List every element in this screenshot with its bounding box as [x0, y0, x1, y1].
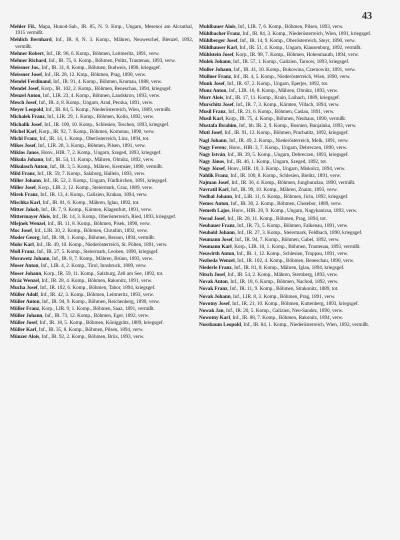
entry-name: Muhlbauer Alois [199, 24, 236, 30]
entry-name: Mustafa Ibrahim [199, 123, 237, 130]
list-entry: Mehlich Bernhard, Inf., IR. 8, N. 3. Komp., Mähren, Neuweschel, Blenzel, 1892, vermißt. [10, 37, 193, 50]
entry-details: Korp., IR. 92, 7. Komp., Böhmen, Komotau, 1890, verw. [38, 128, 155, 135]
list-entry: Muhlbauer Alois, Inf., LIR. 7, 6. Komp., Böhmen, Pilsen, 1893, verw. [199, 24, 344, 30]
entry-name: Michel Karl [10, 128, 37, 135]
list-entry: Mullner Franz, Inf., IR. 4, 5. Komp., Niederösterreich, Wien, 1890, verw. [199, 73, 351, 80]
entry-name: Musil Franz [199, 109, 226, 116]
entry-name: Mitter Jakob [10, 206, 39, 213]
list-entry: Nussbaum Leopold, Inf., IR. 84, 1. Komp., Niederösterreich, Wien, 1892, vermißt. [199, 321, 370, 328]
list-entry: Morawetz Johann, Inf., IR. 8, 7. Komp., Mähren, Brünn, 1893, verw. [10, 256, 154, 263]
list-entry: Michl Franz, Inf., IR. 14, 1. Komp., Oberösterreich, Linz, 1894, tot. [10, 135, 150, 142]
entry-name: Mikulasch Anton [10, 164, 48, 171]
entry-details: Inf., IR. 91, 12. Komp., Böhmen, Prachatitz, 1892, kriegsgef. [224, 130, 349, 137]
entry-name: Mlejnek Wenzel [10, 220, 46, 227]
entry-name: Menzel Anton [10, 93, 41, 100]
entry-name: Mühlhauser Karl [199, 45, 237, 52]
entry-name: Müller Josef [10, 320, 38, 327]
list-entry: Meyer Leopold, Inf., IR. 84, 5. Komp., Niederösterreich, Wien, 1889, vermißt. [10, 107, 172, 114]
entry-name: Meissner Josef [10, 71, 42, 78]
entry-details: Inf., IR. 49, 10. Komp., Niederösterreich, St. Pölten, 1891, verw. [36, 242, 168, 249]
entry-details: Inf., IR. 100, 8. Komp., Schlesien, Bielitz, 1891, verw. [230, 172, 341, 179]
list-entry: Novotny Josef, Inf., IR. 21, 10. Komp., Böhmen, Kuttenberg, 1893, kriegsgef. [199, 300, 359, 307]
entry-details: Inf., IR. 67, 2. Komp., Ungarn, Eperjes, 1892, tot. [227, 80, 329, 87]
entry-name: Mutl Josef [199, 130, 222, 137]
entry-details: Inf., IR. 7, 9. Komp., Kärnten, Klagenfurt, 1891, verw. [41, 206, 152, 213]
entry-details: Inf., IR. 14, 3. Komp., Oberösterreich, Ried, 1893, kriegsgef. [52, 213, 177, 220]
list-entry: Moc Josef, Inf., LIR. 30, 2. Komp., Böhmen, Chrudim, 1892, verw. [10, 227, 148, 234]
list-entry: Nowak Jan, Inf., IR. 20, 5. Komp., Galizien, Neu-Sandez, 1890, verw. [199, 307, 344, 314]
list-entry: Mühlstein Josef, Korp., IR. 98, 7. Komp., Böhmen, Hohenmauth, 1894, verw. [199, 52, 360, 59]
entry-details: Inf., LIR. 4, 2. Komp., Tirol, Innsbruck, 1889, verw. [40, 263, 147, 270]
entry-name: Mühlbacher Franz [199, 31, 241, 38]
entry-details: Inf., LIR. 23, 4. Komp., Böhmen, Landskron, 1893, verw. [42, 93, 161, 100]
entry-name: Moc Josef [10, 227, 32, 234]
list-entry: Neuhold Johann, Inf., IR. 27, 3. Komp., Steiermark, Feldbach, 1890, kriegsgef. [199, 229, 363, 236]
entry-details: Inf., IR. 75, 6. Komp., Böhmen, Politz, Trautenau, 1893, verw. [48, 57, 176, 64]
page-number: 43 [362, 11, 372, 22]
entry-details: Inf., IR. 81, 6. Komp., Mähren, Iglau, 1892, tot. [42, 199, 140, 206]
entry-details: Inf., IR. 84, 3. Komp., Niederösterreich, Wien, 1891, kriegsgef. [242, 31, 372, 38]
entry-details: Inf., IR. 81, 8. Komp., Mähren, Iglau, 1894, kriegsgef. [234, 265, 345, 272]
entry-details: Inf., IR. 35, 8. Komp., Böhmen, Pilsen, 1894, verw. [38, 327, 144, 334]
entry-details: Inf., IR. 18, 5. Komp., Böhmen, Königgrätz, 1889, kriegsgef. [39, 320, 164, 327]
entry-details: Inf., IR. 49, 2. Komp., Niederösterreich, Melk, 1891, verw. [229, 137, 349, 144]
entry-details: Inf., IR. 102, 6. Komp., Böhmen, Tabor, 1894, kriegsgef. [40, 284, 156, 291]
entry-name: Najman Josef [199, 180, 229, 187]
entry-details: Inf., IR. 3, 5. Komp., Mähren, Kremsier, 1890, vermißt. [49, 164, 163, 171]
entry-details: Inf., IR. 13, 4. Komp., Galizien, Krakau, 1894, verw. [40, 192, 148, 199]
entry-details: Inf., IR. 42, 3. Komp., Böhmen, Leitmeritz, 1893, verw. [40, 291, 154, 298]
list-entry: Niederle Franz, Inf., IR. 81, 8. Komp., Mähren, Iglau, 1894, kriegsgef. [199, 265, 345, 272]
entry-details: Inf., IR. 28, 4. Komp., Böhmen, Rakonitz, 1891, verw. [41, 277, 153, 284]
entry-name: Novak Johann [199, 293, 231, 300]
entry-details: Inf., IR. 17, 11. Komp., Krain, Laibach, 1889, kriegsgef. [225, 94, 340, 101]
list-entry: Nagy Ferenc, Honv., HIR. 3, 7. Komp., Ungarn, Debreczen, 1890, verw. [199, 144, 348, 151]
list-entry: Moder Georg, Inf., IR. 88, 1. Komp., Böhmen, Beraun, 1894, vermißt. [10, 235, 155, 242]
list-entry: Mittermayer Alois, Inf., IR. 14, 3. Komp., Oberösterreich, Ried, 1893, kriegsgef. [10, 213, 177, 220]
entry-details: Inf., IR. 7, 3. Komp., Kärnten, Villach, 1894, verw. [236, 102, 340, 109]
entry-name: Neuhold Johann [199, 229, 235, 236]
entry-details: Inf., IR. 46, 1. Komp., Ungarn, Szeged, 1892, tot. [226, 158, 328, 165]
entry-name: Müller Adolf [10, 291, 38, 298]
entry-details: Korp., LIR. 10, 1. Komp., Böhmen, Trautenau, 1893, vermißt. [234, 243, 361, 250]
list-entry: Najman Josef, Inf., IR. 36, 4. Komp., Böhmen, Jungbunzlau, 1890, vermißt. [199, 180, 356, 187]
list-entry: Miklos Janos, Honv., HIR. 7, 2. Komp., Ungarn, Szeged, 1893, kriegsgef. [10, 149, 162, 156]
entry-details: Inf., IR. 98, 6. Komp., Böhmen, Leitmeritz, 1891, verw. [46, 50, 160, 57]
entry-name: Mendel Ferdinand [10, 78, 51, 85]
entry-name: Mohr Karl [10, 242, 34, 249]
list-entry: Moll Franz, Inf., IR. 27, 5. Komp., Steiermark, Leoben, 1890, kriegsgef. [10, 249, 159, 256]
list-entry: Mutl Josef, Inf., IR. 91, 12. Komp., Böhmen, Prachatitz, 1892, kriegsgef. [199, 130, 349, 137]
entry-name: Nowak Jan [199, 307, 224, 314]
entry-name: Miller Johann [10, 178, 41, 185]
entry-name: Michalek Franz [10, 114, 45, 121]
entry-name: Meissner Jos. [10, 64, 40, 71]
list-entry: Neuwirth Anton, Inf., IR. 1, 12. Komp., Schlesien, Troppau, 1891, verw. [199, 251, 349, 257]
entry-name: Miller Josef [10, 185, 36, 192]
list-entry: Mild Franz, Inf., IR. 59, 7. Komp., Salzburg, Hallein, 1893, verw. [10, 171, 146, 178]
entry-details: Mapa, Hunod-Sab., IR. 85, N. 9. Kmp., Ungarn, Mesenoi am Alcsuthal, 1915 vermißt. [15, 24, 193, 37]
list-entry: Menzel Anton, Inf., LIR. 23, 4. Komp., Böhmen, Landskron, 1893, verw. [10, 93, 161, 100]
entry-name: Nowotny Karl [199, 314, 230, 321]
list-entry: Mendel Ferdinand, Inf., IR. 91, 4. Komp., Böhmen, Krumau, 1888, verw. [10, 78, 163, 85]
list-entry: Müller Karl, Inf., IR. 35, 8. Komp., Böhmen, Pilsen, 1894, verw. [10, 327, 144, 334]
entry-name: Mittermayer Alois [10, 213, 50, 220]
entry-name: Mendel Josef [10, 86, 39, 93]
entry-name: Morawetz Johann [10, 256, 50, 263]
entry-name: Mráz Wenzel [10, 277, 39, 284]
list-entry: Meissner Jos., Inf., IR. 31, 8. Komp., Böhmen, Budweis, 1890, kriegsgef. [10, 64, 161, 71]
entry-name: Müller Anton [10, 298, 40, 305]
entry-name: Müller Johann [10, 313, 43, 320]
list-entry: Müller Anton, Inf., IR. 94, 9. Komp., Böhmen, Reichenberg, 1890, verw. [10, 298, 160, 305]
entry-name: Nitsch Josef [199, 272, 226, 279]
entry-details: Inf., IR. 11, 9. Komp., Böhmen, Strakonitz, 1889, tot. [229, 286, 339, 293]
list-entry: Mirek Franz, Inf., IR. 13, 4. Komp., Galizien, Krakau, 1894, verw. [10, 192, 148, 199]
list-entry: Müller Franz, Korp., LIR. 9, 1. Komp., Böhmen, Saaz, 1891, vermißt. [10, 305, 155, 312]
entry-details: Inf., IR. 4, 8. Komp., Ungarn, Arad, Pecska, 1891, verw. [38, 100, 154, 107]
entry-name: Mehner Richard [10, 57, 47, 64]
entry-details: Inf., LIR. 11, 6. Komp., Böhmen, Jicin, 1892, kriegsgef. [234, 194, 349, 201]
entry-name: Moser Anton [10, 263, 39, 270]
entry-details: Inf., IR. 8, N. 3. Komp., Mähren, Neuweschel, Blenzel, 1892, vermißt. [15, 37, 193, 50]
entry-name: Mirek Franz [10, 192, 38, 199]
entry-details: Inf., IR. 41, 10. Komp., Bukowina, Czernowitz, 1891, verw. [233, 66, 356, 73]
list-entry: Mühlberger Josef, Inf., IR. 14, 9. Komp., Oberösterreich, Steyr, 1890, verw. [199, 38, 356, 45]
list-entry: Nagy János, Inf., IR. 46, 1. Komp., Ungarn, Szeged, 1892, tot. [199, 158, 328, 165]
list-entry: Munz Anton, Inf., LIR. 16, 8. Komp., Mähren, Olmütz, 1893, verw. [199, 87, 339, 94]
entry-name: Mikula Johann [10, 157, 44, 163]
entry-name: Mikes Josef [10, 142, 36, 149]
entry-details: Inf., LIR. 30, 2. Komp., Böhmen, Chrudim, 1892, verw. [34, 227, 148, 234]
entry-details: Inf., IR. 27, 3. Komp., Steiermark, Feldbach, 1890, kriegsgef. [237, 229, 363, 236]
entry-name: Munz Anton [199, 87, 227, 94]
list-entry: Nagy István, Inf., IR. 39, 5. Komp., Ungarn, Debreczen, 1893, kriegsgef. [199, 151, 349, 158]
list-entry: Michel Karl, Korp., IR. 92, 7. Komp., Böhmen, Komotau, 1890, verw. [10, 128, 155, 135]
entry-details: Honv., HIR. 10, 3. Komp., Ungarn, Miskolcz, 1894, verw. [227, 165, 346, 172]
entry-name: Nussbaum Leopold [199, 321, 242, 328]
entry-details: Inf., IR. 94, 7. Komp., Böhmen, Gabel, 1892, verw. [235, 236, 340, 243]
list-entry: Mucha Josef, Inf., IR. 102, 6. Komp., Böhmen, Tabor, 1894, kriegsgef. [10, 284, 156, 291]
entry-details: Inf., IR. 100, 10. Komp., Schlesien, Teschen, 1893, kriegsgef. [44, 121, 170, 128]
entry-details: Inf., LIR. 8, 3. Komp., Böhmen, Prag, 1891, verw. [233, 293, 336, 300]
entry-name: Nagy József [199, 165, 225, 172]
list-entry: Mustafa Ibrahim, Inf., bh. IR. 2, 9. Komp., Bosnien, Banjaluka, 1893, verw. [199, 123, 357, 130]
entry-name: Neuwirth Anton [199, 251, 235, 257]
entry-name: Mullner Franz [199, 73, 231, 80]
list-entry: Novak Johann, Inf., LIR. 8, 3. Komp., Böhmen, Prag, 1891, verw. [199, 293, 336, 300]
list-entry: Mehner Richard, Inf., IR. 75, 6. Komp., Böhmen, Politz, Trautenau, 1893, verw. [10, 57, 176, 64]
list-entry: Mlejnek Wenzel, Inf., IR. 11, 8. Komp., Böhmen, Pisek, 1890, verw. [10, 220, 151, 227]
entry-details: Inf., IR. 52, 2. Komp., Ungarn, Fünfkirchen, 1891, kriegsgef. [43, 178, 168, 185]
entry-details: Korp., LIR. 9, 1. Komp., Böhmen, Saaz, 1891, vermißt. [41, 305, 155, 312]
list-entry: Mitter Jakob, Inf., IR. 7, 9. Komp., Kärnten, Klagenfurt, 1891, verw. [10, 206, 152, 213]
entry-name: Nahlik Franz [199, 172, 228, 179]
entry-name: Mühlstein Josef [199, 52, 234, 59]
list-entry: Moser Anton, Inf., LIR. 4, 2. Komp., Tirol, Innsbruck, 1889, verw. [10, 263, 147, 270]
entry-details: Inf., LIR. 7, 6. Komp., Böhmen, Pilsen, 1893, verw. [237, 24, 344, 30]
entry-details: Inf., IR. 1, 12. Komp., Schlesien, Troppau, 1891, verw. [236, 251, 349, 257]
list-entry: Mesch Josef, Inf., IR. 4, 8. Komp., Ungarn, Arad, Pecska, 1891, verw. [10, 100, 154, 107]
entry-name: Mehner Robert [10, 50, 44, 57]
entry-details: Inf., IR. 57, 1. Komp., Galizien, Tarnow, 1893, kriegsgef. [233, 59, 350, 66]
list-entry: Mehner Robert, Inf., IR. 98, 6. Komp., Böhmen, Leitmeritz, 1891, verw. [10, 50, 160, 57]
list-entry: Nerad Josef, Inf., IR. 28, 11. Komp., Böhmen, Prag, 1894, tot. [199, 215, 327, 222]
entry-details: Inf., IR. 11, 8. Komp., Böhmen, Pisek, 1890, verw. [47, 220, 151, 227]
entry-details: Inf., IR. 4, 5. Komp., Niederösterreich, Wien, 1890, verw. [233, 73, 351, 80]
entry-name: Miklos Janos [10, 149, 39, 156]
entry-name: Mucha Josef [10, 284, 38, 291]
list-entry: Musil Franz, Inf., IR. 21, 6. Komp., Böhmen, Caslau, 1891, verw. [199, 109, 335, 116]
entry-details: Inf., IR. 59, 7. Komp., Salzburg, Hallein, 1893, verw. [37, 171, 146, 178]
entry-name: Nerad Josef [199, 215, 225, 222]
list-entry: Münzer Alois, Inf., IR. 92, 2. Komp., Böhmen, Brüx, 1893, verw. [10, 334, 145, 341]
list-entry: Muller Johann, Inf., IR. 41, 10. Komp., Bukowina, Czernowitz, 1891, verw. [199, 66, 356, 73]
list-entry: Nahlik Franz, Inf., IR. 100, 8. Komp., Schlesien, Bielitz, 1891, verw. [199, 172, 341, 179]
entry-name: Nagl Johann [199, 137, 227, 144]
entry-name: Moll Franz [10, 249, 35, 256]
entry-name: Michalik Josef [10, 121, 42, 128]
entry-name: Mehlich Bernhard [10, 37, 52, 44]
entry-details: Inf., IR. 54, 11. Komp., Mähren, Olmütz, 1892, verw. [45, 157, 155, 163]
list-entry: Moser Johann, Korp., IR. 59, 11. Komp., Salzburg, Zell am See, 1892, tot. [10, 270, 164, 277]
entry-details: Honv., HIR. 20, 9. Komp., Ungarn, Nagykanizsa, 1893, verw. [231, 208, 358, 215]
list-entry: Navratil Karl, Inf., IR. 99, 10. Komp., Mähren, Znaim, 1893, verw. [199, 187, 338, 194]
entry-name: Novotny Josef [199, 300, 230, 307]
entry-details: Korp., LIR. 2, 12. Komp., Steiermark, Graz, 1889, verw. [38, 185, 154, 192]
entry-name: Moser Johann [10, 270, 42, 277]
list-entry: Musil Karl, Korp., IR. 75, 4. Komp., Böhmen, Neuhaus, 1890, vermißt. [199, 116, 347, 123]
list-entry: Mischka Karl, Inf., IR. 81, 6. Komp., Mähren, Iglau, 1892, tot. [10, 199, 140, 206]
entry-name: Mischka Karl [10, 199, 41, 206]
entry-name: Nezbeda Wenzel [199, 258, 235, 265]
entry-name: Nagy Ferenc [199, 144, 227, 151]
entry-name: Munk Josef [199, 80, 225, 87]
entry-name: Novak Anton [199, 279, 228, 286]
entry-details: Inf., IR. 28, 12. Kmp., Böhmen, Prag, 1890, verw. [44, 71, 147, 78]
entry-name: Münzer Alois [10, 334, 40, 341]
list-entry: Müller Adolf, Inf., IR. 42, 3. Komp., Böhmen, Leitmeritz, 1893, verw. [10, 291, 154, 298]
list-entry: Novak Franz, Inf., IR. 11, 9. Komp., Böhmen, Strakonitz, 1889, tot. [199, 286, 339, 293]
list-entry: Mendel Josef, Korp., IR. 102, 2. Komp., Böhmen, Beneschau, 1894, kriegsgef. [10, 86, 172, 93]
list-entry: Mikulasch Anton, Inf., IR. 3, 5. Komp., Mähren, Kremsier, 1890, vermißt. [10, 164, 163, 171]
entry-name: Nemec Anton [199, 201, 229, 208]
entry-name: Neumann Josef [199, 236, 233, 243]
entry-name: Müller Karl [10, 327, 37, 334]
list-entry: Mühlhauser Karl, Inf., IR. 51, 4. Komp., Ungarn, Klausenburg, 1892, vermißt. [199, 45, 362, 52]
list-entry: Miller Josef, Korp., LIR. 2, 12. Komp., Steiermark, Graz, 1889, verw. [10, 185, 154, 192]
entry-details: Inf., LIR. 28, 3. Komp., Böhmen, Pilsen, 1891, verw. [38, 142, 146, 149]
list-entry: Nemec Anton, Inf., IR. 30, 2. Komp., Böhmen, Chotebor, 1889, verw. [199, 201, 342, 208]
entry-details: Inf., IR. 73, 12. Komp., Böhmen, Eger, 1892, verw. [44, 313, 150, 320]
list-entry: Nagy József, Honv., HIR. 10, 3. Komp., Ungarn, Miskolcz, 1894, verw. [199, 165, 346, 172]
list-entry: Murschitz Josef, Inf., IR. 7, 3. Komp., Kärnten, Villach, 1894, verw. [199, 102, 340, 109]
entry-name: Musil Karl [199, 116, 223, 123]
entry-name: Mesch Josef [10, 100, 37, 107]
entry-details: Inf., IR. 39, 5. Komp., Ungarn, Debreczen, 1893, kriegsgef. [227, 151, 349, 158]
entry-details: Inf., IR. 51, 4. Komp., Ungarn, Klausenburg, 1892, vermißt. [239, 45, 362, 52]
entry-details: Inf., IR. 18, 6. Komp., Böhmen, Nachod, 1892, verw. [230, 279, 339, 286]
entry-name: Meyer Leopold [10, 107, 44, 114]
list-entry: Mulek Johann, Inf., IR. 57, 1. Komp., Galizien, Tarnow, 1893, kriegsgef. [199, 59, 350, 66]
list-entry: Mikula Johann, Inf., IR. 54, 11. Komp., Mähren, Olmütz, 1892, verw. [10, 157, 155, 163]
list-entry: Nitsch Josef, Inf., IR. 54, 2. Komp., Mähren, Sternberg, 1893, verw. [199, 272, 339, 279]
entry-details: Inf., IR. 8, 7. Komp., Mähren, Brünn, 1893, verw. [51, 256, 154, 263]
entry-details: Korp., IR. 98, 7. Komp., Böhmen, Hohenmauth, 1894, verw. [235, 52, 360, 59]
entry-details: Inf., IR. 91, 4. Komp., Böhmen, Krumau, 1888, verw. [53, 78, 163, 85]
entry-details: Inf., IR. 88, 1. Komp., Böhmen, Beraun, 1894, vermißt. [41, 235, 155, 242]
entry-name: Muller Johann [199, 66, 232, 73]
entry-details: Inf., IR. 84, 5. Komp., Niederösterreich, Wien, 1889, vermißt. [45, 107, 172, 114]
entry-name: Niederle Franz [199, 265, 232, 272]
entry-name: Nagy István [199, 151, 226, 158]
list-entry: Michalek Franz, Inf., LIR. 29, 1. Komp., Böhmen, Kolin, 1892, verw. [10, 114, 155, 121]
left-column [10, 24, 193, 528]
entry-name: Novak Franz [199, 286, 228, 293]
list-entry: Miller Johann, Inf., IR. 52, 2. Komp., Ungarn, Fünfkirchen, 1891, kriegsgef. [10, 178, 168, 185]
list-entry: Nemeth Lajos, Honv., HIR. 20, 9. Komp., Ungarn, Nagykanizsa, 1893, verw. [199, 208, 358, 215]
entry-name: Mild Franz [10, 171, 35, 178]
entry-name: Neumann Karl [199, 243, 232, 250]
list-entry: Mehler Fil., Mapa, Hunod-Sab., IR. 85, N. 9. Kmp., Ungarn, Mesenoi am Alcsuthal, 1915 vermißt. [10, 24, 193, 37]
entry-details: Inf., IR. 88, 7. Komp., Böhmen, Rakonitz, 1894, verw. [232, 314, 344, 321]
entry-name: Murr Alois [199, 94, 224, 101]
entry-name: Neubauer Franz [199, 222, 235, 229]
entry-details: Inf., IR. 99, 10. Komp., Mähren, Znaim, 1893, verw. [230, 187, 338, 194]
list-entry: Mohr Karl, Inf., IR. 49, 10. Komp., Niederösterreich, St. Pölten, 1891, verw. [10, 242, 168, 249]
entry-name: Murschitz Josef [199, 102, 234, 109]
entry-name: Mulek Johann [199, 59, 231, 66]
entry-details: Inf., IR. 20, 5. Komp., Galizien, Neu-Sandez, 1890, verw. [226, 307, 344, 314]
entry-details: Korp., IR. 59, 11. Komp., Salzburg, Zell am See, 1892, tot. [43, 270, 164, 277]
entry-details: Inf., IR. 14, 1. Komp., Oberösterreich, Linz, 1894, tot. [39, 135, 150, 142]
list-entry: Nagl Johann, Inf., IR. 49, 2. Komp., Niederösterreich, Melk, 1891, verw. [199, 137, 349, 144]
entry-details: Inf., IR. 73, 5. Komp., Böhmen, Falkenau, 1891, verw. [237, 222, 349, 229]
list-entry: Michalik Josef, Inf., IR. 100, 10. Komp., Schlesien, Teschen, 1893, kriegsgef. [10, 121, 170, 128]
entry-details: Inf., IR. 21, 10. Komp., Böhmen, Kuttenberg, 1893, kriegsgef. [232, 300, 359, 307]
entry-name: Müller Franz [10, 305, 40, 312]
entry-name: Nedbal Johann [199, 194, 232, 201]
entry-name: Moder Georg [10, 235, 40, 242]
entry-details: Inf., LIR. 16, 8. Komp., Mähren, Olmütz, 1893, verw. [228, 87, 339, 94]
list-entry: Mühlbacher Franz, Inf., IR. 84, 3. Komp., Niederösterreich, Wien, 1891, kriegsgef. [199, 31, 372, 38]
entry-details: Inf., IR. 28, 11. Komp., Böhmen, Prag, 1894, tot. [227, 215, 327, 222]
list-entry: Neubauer Franz, Inf., IR. 73, 5. Komp., Böhmen, Falkenau, 1891, verw. [199, 222, 349, 229]
list-entry: Mikes Josef, Inf., LIR. 28, 3. Komp., Böhmen, Pilsen, 1891, verw. [10, 142, 146, 149]
entry-details: Inf., LIR. 29, 1. Komp., Böhmen, Kolin, 1892, verw. [47, 114, 155, 121]
entry-details: Honv., HIR. 7, 2. Komp., Ungarn, Szeged, 1893, kriegsgef. [41, 149, 162, 156]
entry-details: Korp., IR. 102, 2. Komp., Böhmen, Beneschau, 1894, kriegsgef. [41, 86, 172, 93]
right-column [199, 24, 382, 528]
entry-details: Korp., IR. 75, 4. Komp., Böhmen, Neuhaus, 1890, vermißt. [225, 116, 347, 123]
entry-details: Honv., HIR. 3, 7. Komp., Ungarn, Debreczen, 1890, verw. [228, 144, 348, 151]
list-entry: Müller Johann, Inf., IR. 73, 12. Komp., Böhmen, Eger, 1892, verw. [10, 313, 150, 320]
entry-details: Inf., IR. 54, 2. Komp., Mähren, Sternberg, 1893, verw. [227, 272, 339, 279]
entry-details: Inf., IR. 94, 9. Komp., Böhmen, Reichenberg, 1890, verw. [41, 298, 160, 305]
list-entry: Mráz Wenzel, Inf., IR. 28, 4. Komp., Böhmen, Rakonitz, 1891, verw. [10, 277, 153, 284]
entry-details: Inf., IR. 27, 5. Komp., Steiermark, Leoben, 1890, kriegsgef. [36, 249, 159, 256]
entry-details: Inf., IR. 102, 4. Komp., Böhmen, Beneschau, 1890, verw. [237, 258, 355, 265]
entry-details: Inf., IR. 31, 8. Komp., Böhmen, Budweis, 1890, kriegsgef. [41, 64, 161, 71]
entry-name: Nemeth Lajos [199, 208, 230, 215]
entry-name: Mehler Fil. [10, 24, 36, 30]
entry-details: Inf., IR. 84, 1. Komp., Niederösterreich, Wien, 1892, vermißt. [243, 321, 370, 328]
list-entry: Novak Anton, Inf., IR. 18, 6. Komp., Böhmen, Nachod, 1892, verw. [199, 279, 339, 286]
entry-name: Michl Franz [10, 135, 37, 142]
list-entry: Müller Josef, Inf., IR. 18, 5. Komp., Böhmen, Königgrätz, 1889, kriegsgef. [10, 320, 164, 327]
entry-details: Inf., bh. IR. 2, 9. Komp., Bosnien, Banjaluka, 1893, verw. [238, 123, 357, 130]
list-entry: Neumann Karl, Korp., LIR. 10, 1. Komp., Böhmen, Trautenau, 1893, vermißt. [199, 243, 361, 250]
list-entry: Neumann Josef, Inf., IR. 94, 7. Komp., Böhmen, Gabel, 1892, verw. [199, 236, 340, 243]
entry-details: Inf., IR. 21, 6. Komp., Böhmen, Caslau, 1891, verw. [228, 109, 335, 116]
list-entry: Munk Josef, Inf., IR. 67, 2. Komp., Ungarn, Eperjes, 1892, tot. [199, 80, 329, 87]
text-columns [10, 24, 382, 528]
entry-details: Inf., IR. 92, 2. Komp., Böhmen, Brüx, 1893, verw. [41, 334, 145, 341]
entry-details: Inf., IR. 30, 2. Komp., Böhmen, Chotebor, 1889, verw. [230, 201, 342, 208]
list-entry: Murr Alois, Inf., IR. 17, 11. Komp., Krain, Laibach, 1889, kriegsgef. [199, 94, 340, 101]
list-entry: Nowotny Karl, Inf., IR. 88, 7. Komp., Böhmen, Rakonitz, 1894, verw. [199, 314, 344, 321]
entry-name: Nagy János [199, 158, 225, 165]
list-entry: Nedbal Johann, Inf., LIR. 11, 6. Komp., Böhmen, Jicin, 1892, kriegsgef. [199, 194, 349, 201]
list-entry: Nezbeda Wenzel, Inf., IR. 102, 4. Komp., Böhmen, Beneschau, 1890, verw. [199, 258, 355, 265]
list-entry: Meissner Josef, Inf., IR. 28, 12. Kmp., Böhmen, Prag, 1890, verw. [10, 71, 147, 78]
entry-details: Inf., IR. 36, 4. Komp., Böhmen, Jungbunzlau, 1890, vermißt. [231, 180, 356, 187]
entry-name: Navratil Karl [199, 187, 229, 194]
entry-name: Mühlberger Josef [199, 38, 238, 45]
entry-details: Inf., IR. 14, 9. Komp., Oberösterreich, Steyr, 1890, verw. [239, 38, 356, 45]
